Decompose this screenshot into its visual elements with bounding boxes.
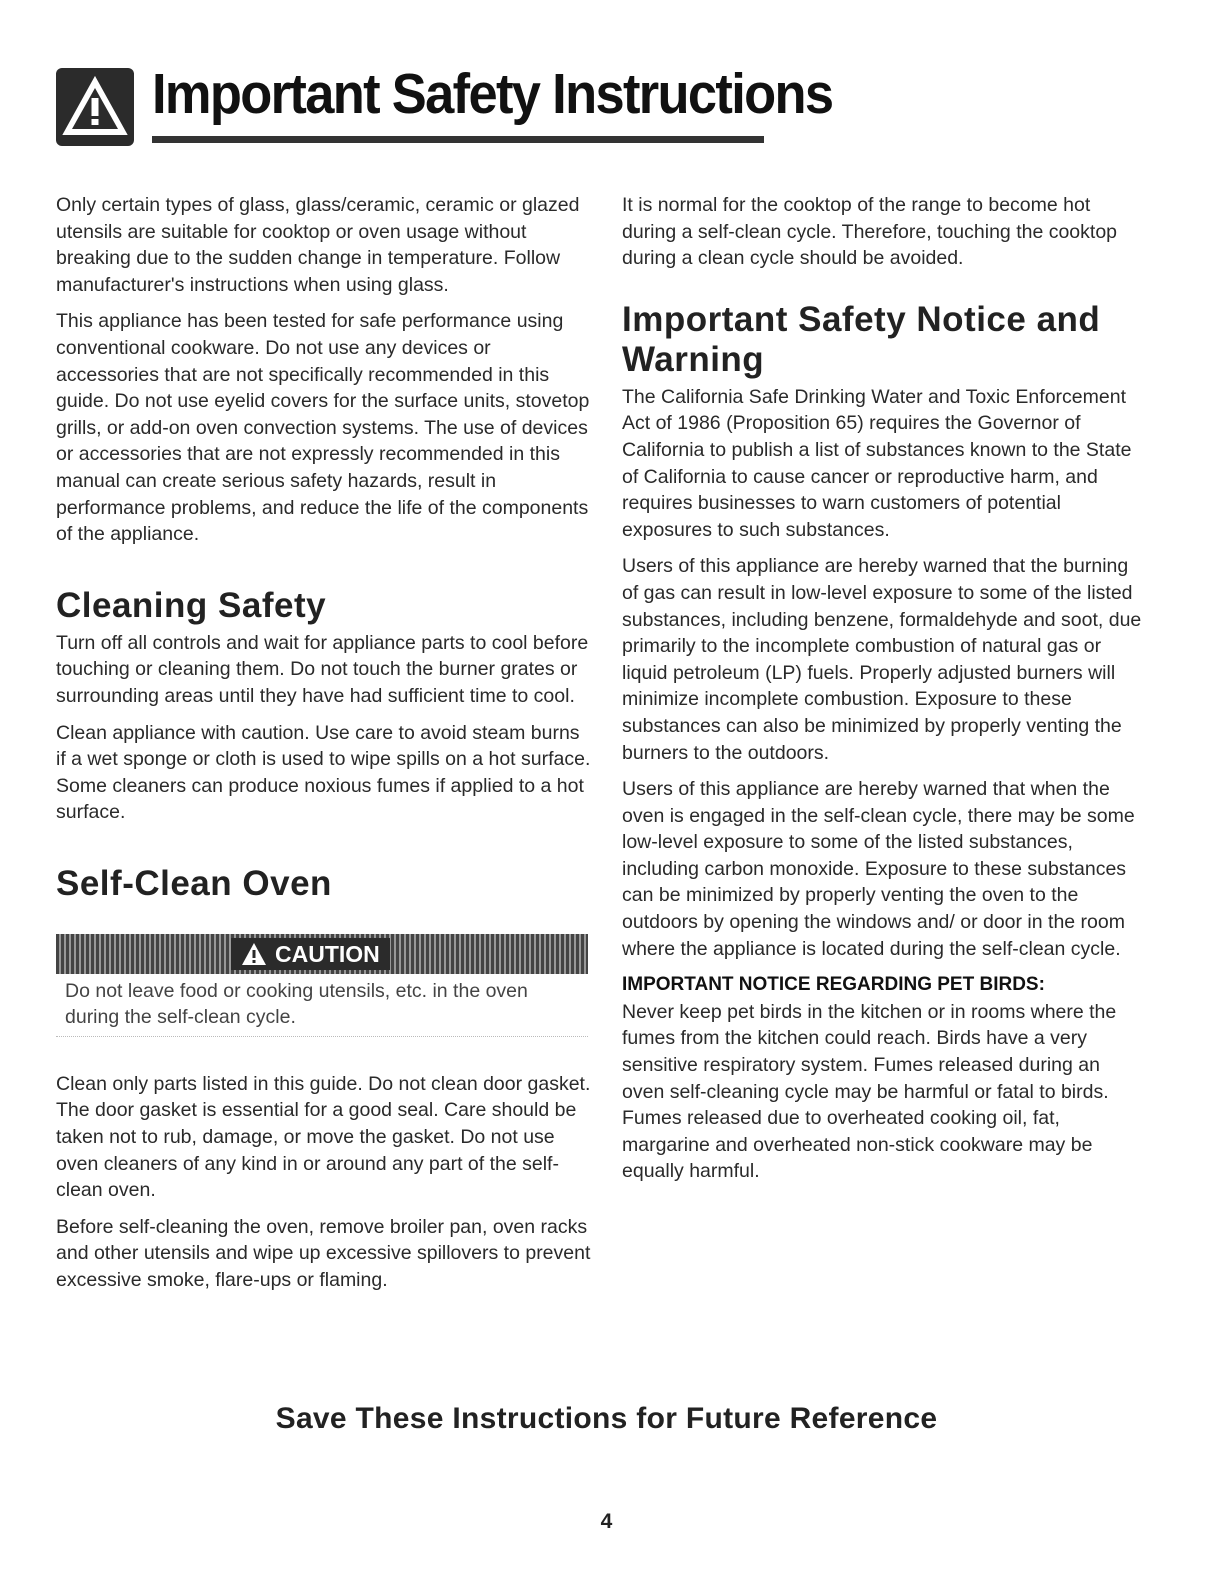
paragraph-proposition-65: The California Safe Drinking Water and Toxic Enforcement Act of 1986 (Proposition 65) requires the Governor of California to publish a list of substances known to the State of California to cause cancer or reproductive harm, and requires businesses to warn customers of potential exposures to such substances.: [622, 385, 1132, 541]
paragraph-cookware-testing: This appliance has been tested for safe performance using conventional cookware. Do not use any devices or accessories that are not specifically recommended in this guide. Do not use eyelid covers for the surface units, stovetop grills, or add-on oven convection systems. The use of devices or accessories that are not expressly recommended in this manual can create serious safety hazards, result in performance problems, and reduce the life of the components of the appliance.: [56, 310, 590, 546]
caution-label-text: CAUTION: [275, 940, 380, 967]
right-column: [622, 192, 1144, 1195]
paragraph-self-clean-exposure: Users of this appliance are hereby warned that when the oven is engaged in the self-clean cycle, there may be some low-level exposure to some of the listed substances, including carbon monoxide. Exposure to these substances can be minimized by properly venting the oven to the outdoors by opening the windows and/ or door in the room where the appliance is located during the self-clean cycle.: [622, 778, 1135, 960]
page-title: Important Safety Instructions: [152, 62, 833, 126]
warning-icon: [56, 68, 134, 146]
paragraph-turn-off-controls: Turn off all controls and wait for appliance parts to cool before touching or cleaning them. Do not touch the burner grates or surrounding areas until they have had sufficient time to cool.: [56, 631, 589, 707]
caution-triangle-icon: [241, 942, 267, 966]
paragraph-door-gasket: Clean only parts listed in this guide. Do not clean door gasket. The door gasket is essential for a good seal. Care should be taken not to rub, damage, or move the gasket. Do not use oven cleaners of any kind in or around any part of the self-clean oven.: [56, 1072, 591, 1202]
page-number: 4: [600, 1510, 613, 1533]
paragraph-glass-utensils: Only certain types of glass, glass/ceramic, ceramic or glazed utensils are suitable for cooktop or oven usage without breaking due to the sudden change in temperature. Follow manufacturer's instructions when using glass.: [56, 194, 580, 296]
heading-cleaning-safety: Cleaning Safety: [56, 585, 327, 625]
paragraph-remove-broiler-pan: Before self-cleaning the oven, remove broiler pan, oven racks and other utensils and wipe up excessive spillovers to prevent excessive smoke, flare-ups or flaming.: [56, 1215, 591, 1292]
left-column: [56, 192, 594, 1304]
paragraph-cooktop-hot: It is normal for the cooktop of the range to become hot during a self-clean cycle. Therefore, touching the cooktop during a clean cycle should be avoided.: [622, 194, 1118, 270]
caution-banner: [56, 934, 588, 974]
heading-safety-notice: Important Safety Notice and Warning: [622, 299, 1101, 379]
page-header: [56, 58, 833, 148]
caution-text: Do not leave food or cooking utensils, etc. in the oven during the self-clean cycle.: [56, 974, 588, 1037]
save-instructions-footer: Save These Instructions for Future Reference: [275, 1402, 938, 1435]
paragraph-pet-birds: Never keep pet birds in the kitchen or in rooms where the fumes from the kitchen could reach. Birds have a very sensitive respiratory system. Fumes released during an oven self-cleaning cycle may be harmful or fatal to birds. Fumes released due to overheated cooking oil, fat, margarine and overheated non-stick cookware may be equally harmful.: [622, 1000, 1117, 1183]
heading-pet-birds: IMPORTANT NOTICE REGARDING PET BIRDS:: [622, 974, 1045, 996]
caution-label: [231, 938, 390, 970]
paragraph-gas-exposure: Users of this appliance are hereby warned that the burning of gas can result in low-level exposure to some of the listed substances, including benzene, formaldehyde and soot, due primarily to the incomplete combustion of natural gas or liquid petroleum (LP) fuels. Properly adjusted burners will minimize incomplete combustion. Exposure to these substances can also be minimized by properly venting the burners to the outdoors.: [622, 555, 1142, 764]
heading-self-clean-oven: Self-Clean Oven: [56, 863, 332, 903]
title-underline: [152, 136, 764, 143]
paragraph-clean-with-caution: Clean appliance with caution. Use care to avoid steam burns if a wet sponge or cloth is used to wipe spills on a hot surface. Some cleaners can produce noxious fumes if applied to a hot surface.: [56, 721, 591, 824]
